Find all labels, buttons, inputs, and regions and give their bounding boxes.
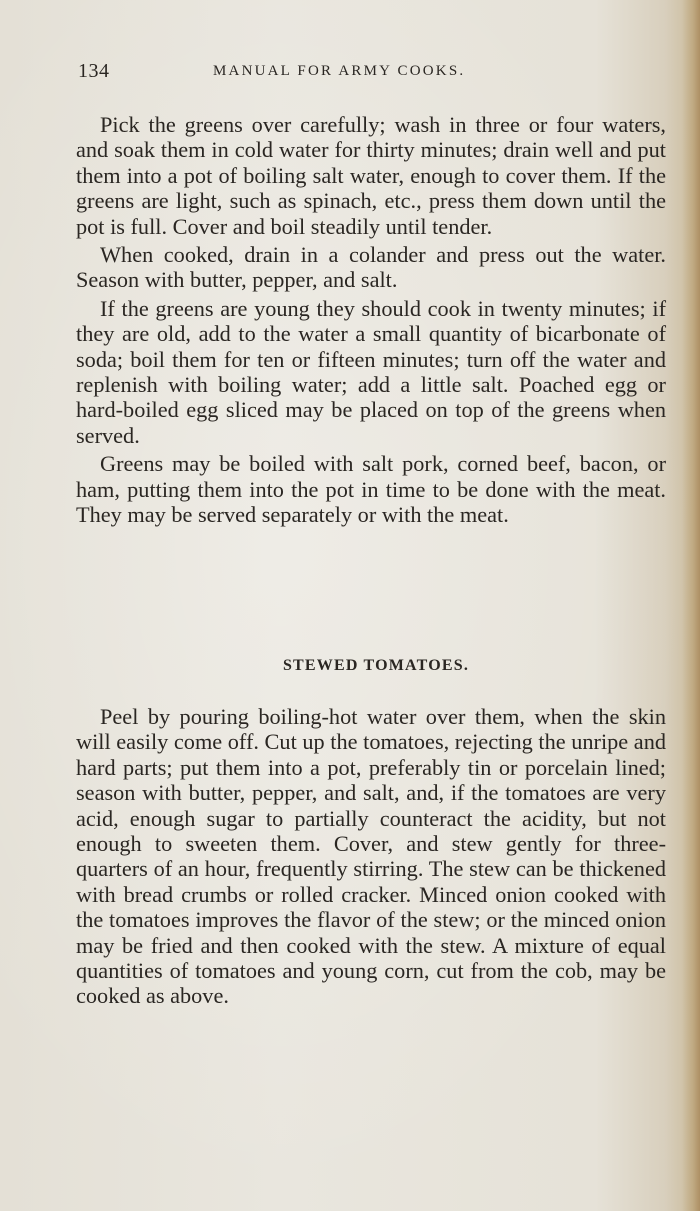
page-header xyxy=(78,60,668,92)
paragraph: When cooked, drain in a colander and press out the water. Season with butter, pepper, and salt. xyxy=(76,242,666,293)
page-number: 134 xyxy=(78,60,110,82)
section-heading: STEWED TOMATOES. xyxy=(282,657,470,674)
paragraph: Pick the greens over carefully; wash in three or four waters, and soak them in cold water for thirty minutes; drain well and put them into a pot of boiling salt water, enough to cover them. If the greens are light, such as spinach, etc., press them down until the pot is full. Cover and boil steadily until tender. xyxy=(76,112,666,239)
paragraph: If the greens are young they should cook in twenty minutes; if they are old, add to the water a small quantity of bicarbonate of soda; boil them for ten or fifteen minutes; turn off the water and replenish with boiling water; add a little salt. Poached egg or hard-boiled egg sliced may be placed on top of the greens when served. xyxy=(76,295,666,448)
stewed-tomatoes-section xyxy=(76,704,666,1012)
paragraph: Peel by pouring boiling-hot water over them, when the skin will easily come off. Cut up the tomatoes, rejecting the unripe and hard parts; put them into a pot, preferably tin or porcelain lined; season with butter, pepper, and salt, and, if the tomatoes are very acid, enough sugar to partially counteract the acidity, but not enough to sweeten them. Cover, and stew gently for three-quarters of an hour, frequently stirring. The stew can be thickened with bread crumbs or rolled cracker. Minced onion cooked with the tomatoes improves the flavor of the stew; or the minced onion may be fried and then cooked with the stew. A mixture of equal quantities of tomatoes and young corn, cut from the cob, may be cooked as above. xyxy=(76,704,666,1009)
running-title: MANUAL FOR ARMY COOKS. xyxy=(213,63,466,79)
paragraph: Greens may be boiled with salt pork, corned beef, bacon, or ham, putting them into the pot in time to be done with the meat. They may be served separately or with the meat. xyxy=(76,451,666,528)
greens-section xyxy=(76,112,666,531)
page-edge-shadow xyxy=(682,0,700,1211)
